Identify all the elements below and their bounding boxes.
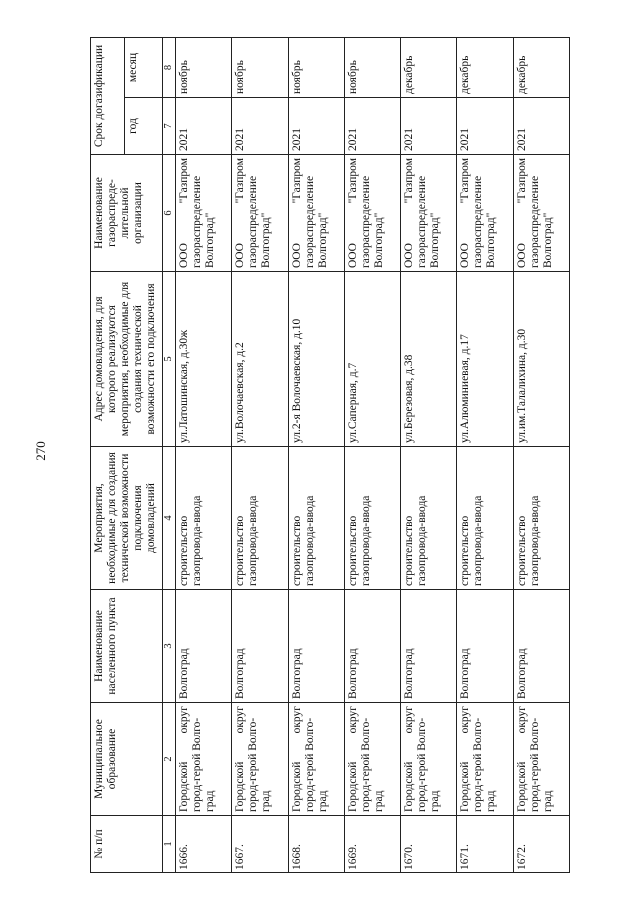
row-address: ул.Латошинская, д.30ж — [176, 272, 232, 447]
row-municipal — [176, 703, 232, 816]
municipal-part: град — [541, 790, 554, 812]
column-number: 4 — [163, 447, 176, 590]
organization-part: ООО — [403, 243, 416, 268]
municipal-part: Городской — [234, 761, 247, 812]
organization-part: газораспределение Волгоград" — [247, 175, 273, 268]
municipal-part: город-герой Волго- — [303, 717, 316, 812]
row-address: ул.Саперная, д.7 — [344, 272, 400, 447]
row-municipal — [401, 703, 457, 816]
municipal-part: округ — [234, 706, 247, 734]
header-organization: Наименование газораспреде-лительной организации — [91, 155, 163, 272]
row-settlement: Волгоград — [288, 590, 344, 703]
header-term: Срок догазификации — [91, 38, 125, 155]
row-measure: строительство газопровода-ввода — [457, 447, 513, 590]
municipal-part: город-герой Волго- — [416, 717, 429, 812]
row-municipal — [232, 703, 288, 816]
row-measure: строительство газопровода-ввода — [232, 447, 288, 590]
column-number: 7 — [163, 98, 176, 155]
organization-part: "Газпром — [346, 158, 359, 204]
row-num: 1668. — [288, 816, 344, 873]
row-month: декабрь — [401, 38, 457, 98]
organization-part: "Газпром — [403, 158, 416, 204]
organization-part: ООО — [290, 243, 303, 268]
organization-part: газораспределение Волгоград" — [191, 175, 216, 268]
municipal-part: град — [372, 790, 385, 812]
municipal-part: Городской — [290, 761, 303, 812]
row-year: 2021 — [401, 98, 457, 155]
row-address: ул.Волочаевская, д.2 — [232, 272, 288, 447]
column-number: 5 — [163, 272, 176, 447]
header-settlement: Наименование населенного пункта — [91, 590, 163, 703]
organization-part: ООО — [346, 243, 359, 268]
municipal-part: Городской — [515, 761, 528, 812]
row-settlement: Волгоград — [232, 590, 288, 703]
row-settlement: Волгоград — [457, 590, 513, 703]
row-organization — [344, 155, 400, 272]
rotated-page — [90, 38, 570, 873]
column-number: 6 — [163, 155, 176, 272]
municipal-part: Городской — [346, 761, 359, 812]
row-address: ул.Алюминиевая, д.17 — [457, 272, 513, 447]
organization-part: газораспределение Волгоград" — [416, 175, 442, 268]
municipal-part: город-герой Волго- — [247, 717, 260, 812]
municipal-part: округ — [403, 706, 416, 734]
municipal-part: город-герой Волго- — [472, 717, 485, 812]
header-municipal: Муниципальное образование — [91, 703, 163, 816]
header-year: год — [125, 98, 163, 155]
row-municipal — [288, 703, 344, 816]
column-number: 3 — [163, 590, 176, 703]
row-organization — [176, 155, 232, 272]
organization-part: "Газпром — [178, 158, 190, 204]
row-num: 1667. — [232, 816, 288, 873]
organization-part: ООО — [178, 243, 190, 268]
row-address: ул.Березовая, д.38 — [401, 272, 457, 447]
row-measure: строительство газопровода-ввода — [401, 447, 457, 590]
organization-part: "Газпром — [290, 158, 303, 204]
gasification-table — [90, 37, 570, 873]
organization-part: "Газпром — [515, 158, 528, 204]
header-num: № п/п — [91, 816, 163, 873]
row-num: 1672. — [513, 816, 569, 873]
row-num: 1669. — [344, 816, 400, 873]
row-month: ноябрь — [176, 38, 232, 98]
row-settlement: Волгоград — [401, 590, 457, 703]
row-organization — [288, 155, 344, 272]
table-body — [176, 38, 570, 873]
header-row — [91, 38, 125, 873]
row-month: ноябрь — [344, 38, 400, 98]
organization-part: газораспределение Волгоград" — [359, 175, 385, 268]
row-month: ноябрь — [288, 38, 344, 98]
column-number: 8 — [163, 38, 176, 98]
table-row — [176, 38, 232, 873]
municipal-part: град — [260, 790, 273, 812]
municipal-part: город-герой Волго- — [191, 717, 203, 812]
organization-part: ООО — [515, 243, 528, 268]
municipal-part: округ — [290, 706, 303, 734]
header-month: месяц — [125, 38, 163, 98]
municipal-part: Городской — [403, 761, 416, 812]
row-organization — [232, 155, 288, 272]
row-num: 1670. — [401, 816, 457, 873]
table-row — [288, 38, 344, 873]
municipal-part: град — [204, 790, 216, 812]
row-measure: строительство газопровода-ввода — [513, 447, 569, 590]
row-municipal — [513, 703, 569, 816]
organization-part: газораспределение Волгоград" — [472, 175, 498, 268]
row-measure: строительство газопровода-ввода — [344, 447, 400, 590]
row-month: декабрь — [513, 38, 569, 98]
organization-part: газораспределение Волгоград" — [528, 175, 554, 268]
row-month: ноябрь — [232, 38, 288, 98]
page-number: 270 — [33, 441, 48, 461]
row-address: ул.2-я Волочаевская, д.10 — [288, 272, 344, 447]
row-year: 2021 — [457, 98, 513, 155]
row-organization — [513, 155, 569, 272]
organization-part: ООО — [459, 243, 472, 268]
municipal-part: Городской — [459, 761, 472, 812]
organization-part: "Газпром — [459, 158, 472, 204]
municipal-part: град — [316, 790, 329, 812]
row-address: ул.им.Талалихина, д.30 — [513, 272, 569, 447]
municipal-part: город-герой Волго- — [528, 717, 541, 812]
municipal-part: град — [485, 790, 498, 812]
organization-part: "Газпром — [234, 158, 247, 204]
header-measures: Мероприятия, необходимые для создания технической возможности подключения домовладений — [91, 447, 163, 590]
row-municipal — [457, 703, 513, 816]
row-measure: строительство газопровода-ввода — [176, 447, 232, 590]
row-year: 2021 — [288, 98, 344, 155]
municipal-part: Городской — [178, 761, 190, 812]
municipal-part: округ — [515, 706, 528, 734]
row-year: 2021 — [344, 98, 400, 155]
column-number-row — [163, 38, 176, 873]
row-municipal — [344, 703, 400, 816]
row-num: 1671. — [457, 816, 513, 873]
header-address: Адрес домовладения, для которого реализуются мероприятия, необходимые для создания технической возможности его подключения — [91, 272, 163, 447]
row-month: декабрь — [457, 38, 513, 98]
organization-part: газораспределение Волгоград" — [303, 175, 329, 268]
table-row — [232, 38, 288, 873]
row-settlement: Волгоград — [344, 590, 400, 703]
municipal-part: град — [429, 790, 442, 812]
row-measure: строительство газопровода-ввода — [288, 447, 344, 590]
table-row — [457, 38, 513, 873]
row-num: 1666. — [176, 816, 232, 873]
row-organization — [401, 155, 457, 272]
table-row — [401, 38, 457, 873]
row-year: 2021 — [513, 98, 569, 155]
table-row — [344, 38, 400, 873]
municipal-part: город-герой Волго- — [359, 717, 372, 812]
municipal-part: округ — [346, 706, 359, 734]
row-year: 2021 — [176, 98, 232, 155]
row-settlement: Волгоград — [176, 590, 232, 703]
organization-part: ООО — [234, 243, 247, 268]
table-row — [513, 38, 569, 873]
municipal-part: округ — [178, 706, 190, 734]
row-organization — [457, 155, 513, 272]
row-settlement: Волгоград — [513, 590, 569, 703]
column-number: 2 — [163, 703, 176, 816]
column-number: 1 — [163, 816, 176, 873]
row-year: 2021 — [232, 98, 288, 155]
municipal-part: округ — [459, 706, 472, 734]
